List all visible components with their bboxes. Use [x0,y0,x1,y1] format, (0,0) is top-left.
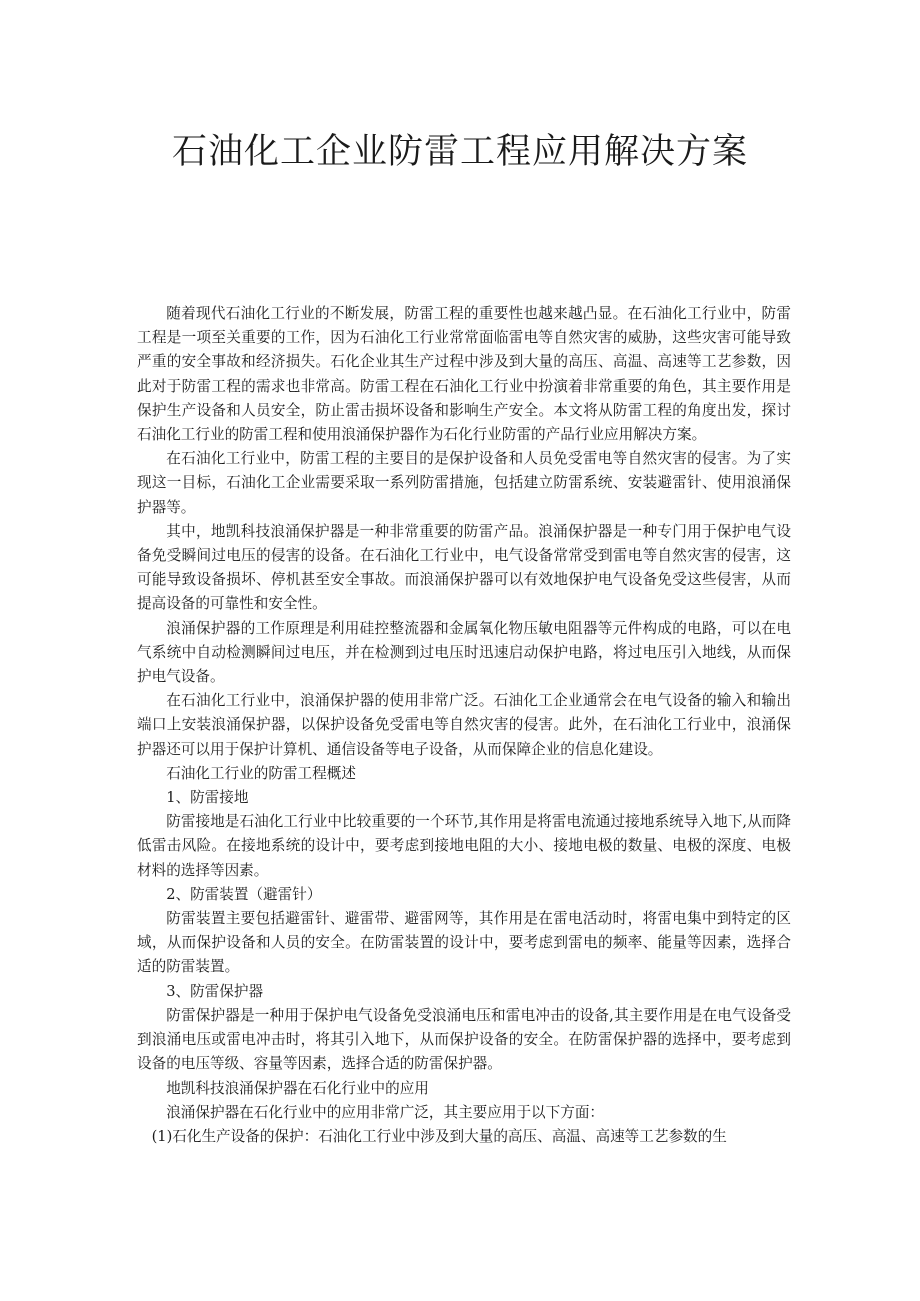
paragraph-application-intro: 浪涌保护器在石化行业中的应用非常广泛，其主要应用于以下方面： [166,1103,605,1121]
subheading-lightning-rod: 2、防雷装置（避雷针） [166,885,322,903]
section-heading-application: 地凯科技浪涌保护器在石化行业中的应用 [166,1079,429,1097]
paragraph-usage: 在石油化工行业中，浪涌保护器的使用非常广泛。石油化工企业通常会在电气设备的输入和输出端口上安装浪涌保护器，以保护设备免受雷电等自然灾害的侵害。此外，在石油化工行业中，浪涌保护器还可以用于保护计算机、通信设备等电子设备，从而保障企业的信息化建设。 [137,692,791,758]
paragraph-lightning-rod: 防雷装置主要包括避雷针、避雷带、避雷网等，其作用是在雷电活动时，将雷电集中到特定的区域，从而保护设备和人员的安全。在防雷装置的设计中，要考虑到雷电的频率、能量等因素，选择合适的防雷装置。 [137,910,791,976]
paragraph-working-principle: 浪涌保护器的工作原理是利用硅控整流器和金属氧化物压敏电阻器等元件构成的电路，可以在电气系统中自动检测瞬间过电压，并在检测到过电压时迅速启动保护电路，将过电压引入地线，从而保护电气设备。 [137,619,791,686]
subheading-grounding: 1、防雷接地 [166,789,249,807]
paragraph-grounding: 防雷接地是石油化工行业中比较重要的一个环节,其作用是将雷电流通过接地系统导入地下,从而降低雷击风险。在接地系统的设计中，要考虑到接地电阻的大小、接地电极的数量、电极的深度、电极材料的选择等因素。 [137,813,791,879]
paragraph-protector: 防雷保护器是一种用于保护电气设备免受浪涌电压和雷电冲击的设备,其主要作用是在电气设备受到浪涌电压或雷电冲击时，将其引入地下，从而保护设备的安全。在防雷保护器的选择中，要考虑到设备的电压等级、容量等因素，选择合适的防雷保护器。 [137,1006,791,1073]
subheading-protector: 3、防雷保护器 [166,982,264,1000]
section-heading-overview: 石油化工行业的防雷工程概述 [166,764,356,782]
paragraph-purpose: 在石油化工行业中，防雷工程的主要目的是保护设备和人员免受雷电等自然灾害的侵害。为了实现这一目标，石油化工企业需要采取一系列防雷措施，包括建立防雷系统、安装避雷针、使用浪涌保护器等。 [137,450,791,516]
list-item-production-equipment: (1)石化生产设备的保护：石油化工行业中涉及到大量的高压、高温、高速等工艺参数的生 [151,1127,727,1145]
document-body [137,302,791,1149]
paragraph-intro: 随着现代石油化工行业的不断发展，防雷工程的重要性也越来越凸显。在石油化工行业中，防雷工程是一项至关重要的工作，因为石油化工行业常常面临雷电等自然灾害的威胁，这些灾害可能导致严重的安全事故和经济损失。石化企业其生产过程中涉及到大量的高压、高温、高速等工艺参数，因此对于防雷工程的需求也非常高。防雷工程在石油化工行业中扮演着非常重要的角色，其主要作用是保护生产设备和人员安全，防止雷击损坏设备和影响生产安全。本文将从防雷工程的角度出发，探讨石油化工行业的防雷工程和使用浪涌保护器作为石化行业防雷的产品行业应用解决方案。 [137,305,791,444]
document-title: 石油化工企业防雷工程应用解决方案 [171,132,748,172]
paragraph-surge-protector: 其中，地凯科技浪涌保护器是一种非常重要的防雷产品。浪涌保护器是一种专门用于保护电气设备免受瞬间过电压的侵害的设备。在石油化工行业中，电气设备常常受到雷电等自然灾害的侵害，这可能导致设备损坏、停机甚至安全事故。而浪涌保护器可以有效地保护电气设备免受这些侵害，从而提高设备的可靠性和安全性。 [137,522,791,613]
